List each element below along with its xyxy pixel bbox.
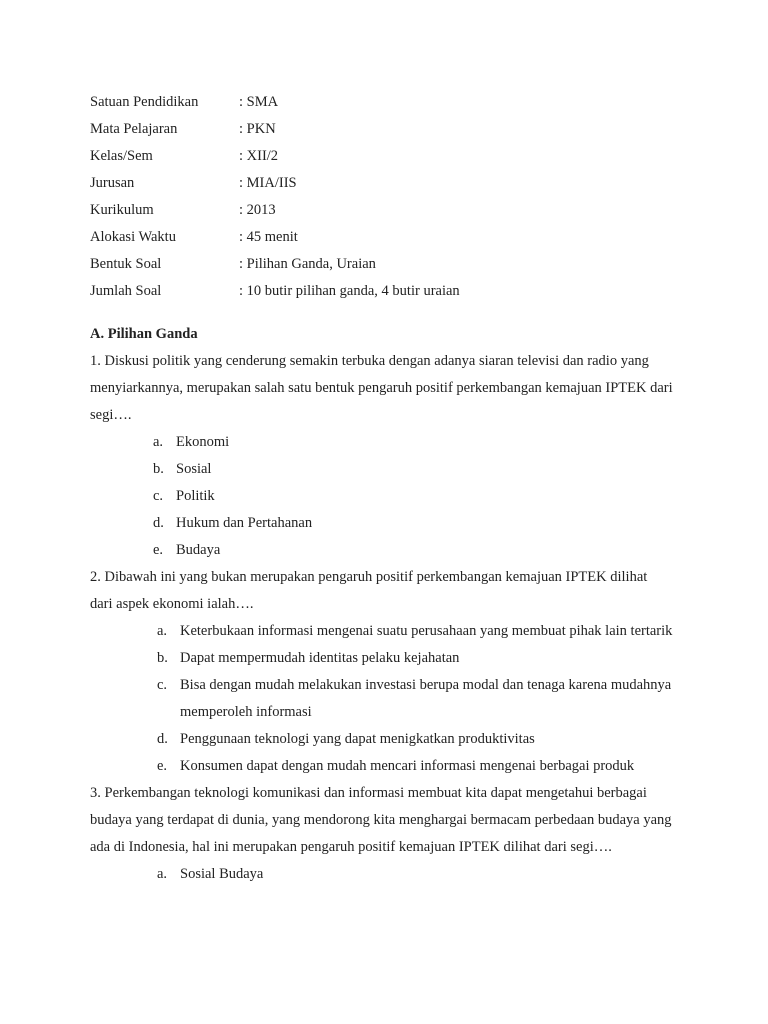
question-text: 2. Dibawah ini yang bukan merupakan pengaruh positif perkembangan kemajuan IPTEK dilihat dari aspek ekonomi ialah….: [90, 569, 648, 612]
option-text: Ekonomi: [176, 434, 230, 450]
exam-info-row: [90, 224, 690, 251]
option-text: Dapat mempermudah identitas pelaku kejahatan: [180, 650, 460, 666]
exam-info: [90, 89, 690, 305]
question-2: [90, 564, 690, 780]
answer-option: [90, 618, 690, 645]
exam-info-label: Alokasi Waktu: [90, 229, 176, 245]
answer-option: [90, 483, 690, 510]
answer-option: [90, 510, 690, 537]
option-letter: a.: [157, 866, 168, 882]
option-letter: d.: [157, 731, 168, 747]
option-text: Keterbukaan informasi mengenai suatu perusahaan yang membuat pihak lain tertarik: [180, 623, 673, 639]
exam-info-value: : 45 menit: [239, 229, 298, 245]
option-letter: a.: [153, 434, 164, 450]
exam-info-label: Jumlah Soal: [90, 283, 162, 299]
exam-info-label: Mata Pelajaran: [90, 121, 178, 137]
answer-options: [90, 429, 690, 564]
option-letter: c.: [157, 677, 168, 693]
exam-info-row: [90, 197, 690, 224]
option-text: Politik: [176, 488, 215, 504]
question-3: [90, 780, 690, 888]
exam-info-value: : Pilihan Ganda, Uraian: [239, 256, 376, 272]
option-text: Sosial Budaya: [180, 866, 264, 882]
option-text: Konsumen dapat dengan mudah mencari informasi mengenai berbagai produk: [180, 758, 635, 774]
exam-info-label: Kurikulum: [90, 202, 154, 218]
option-letter: d.: [153, 515, 164, 531]
answer-option: [90, 456, 690, 483]
option-text: Sosial: [176, 461, 212, 477]
exam-info-row: [90, 251, 690, 278]
answer-option: [90, 537, 690, 564]
answer-option: [90, 672, 690, 726]
option-letter: a.: [157, 623, 168, 639]
exam-info-value: : 10 butir pilihan ganda, 4 butir uraian: [239, 283, 460, 299]
exam-info-value: : MIA/IIS: [239, 175, 297, 191]
exam-info-row: [90, 278, 690, 305]
question-1: [90, 348, 690, 564]
exam-info-value: : XII/2: [239, 148, 279, 164]
option-text: Budaya: [176, 542, 221, 558]
option-letter: e.: [157, 758, 168, 774]
answer-options: [90, 861, 690, 888]
exam-info-row: [90, 170, 690, 197]
exam-info-label: Satuan Pendidikan: [90, 94, 199, 110]
option-letter: b.: [153, 461, 164, 477]
option-text: Hukum dan Pertahanan: [176, 515, 313, 531]
option-letter: b.: [157, 650, 168, 666]
exam-info-value: : SMA: [239, 94, 279, 110]
answer-option: [90, 645, 690, 672]
option-text: Bisa dengan mudah melakukan investasi berupa modal dan tenaga karena mudahnya memperoleh informasi: [180, 677, 672, 720]
document-page: [90, 89, 690, 888]
answer-option: [90, 429, 690, 456]
exam-info-label: Jurusan: [90, 175, 135, 191]
exam-info-row: [90, 89, 690, 116]
exam-info-value: : PKN: [239, 121, 276, 137]
exam-info-value: : 2013: [239, 202, 276, 218]
exam-info-label: Kelas/Sem: [90, 148, 153, 164]
section-title: A. Pilihan Ganda: [90, 326, 198, 342]
answer-option: [90, 726, 690, 753]
question-text: 1. Diskusi politik yang cenderung semakin terbuka dengan adanya siaran televisi dan radio yang menyiarkannya, merupakan salah satu bentuk pengaruh positif perkembangan kemajuan IPTEK dari segi….: [90, 353, 673, 423]
option-letter: e.: [153, 542, 164, 558]
answer-options: [90, 618, 690, 780]
exam-info-row: [90, 116, 690, 143]
option-text: Penggunaan teknologi yang dapat menigkatkan produktivitas: [180, 731, 535, 747]
option-letter: c.: [153, 488, 164, 504]
question-text: 3. Perkembangan teknologi komunikasi dan informasi membuat kita dapat mengetahui berbagai budaya yang terdapat di dunia, yang mendorong kita menghargai bermacam perbedaan budaya yang ada di Indonesia, hal ini merupakan pengaruh positif kemajuan IPTEK dilihat dari segi….: [90, 785, 672, 855]
exam-info-label: Bentuk Soal: [90, 256, 162, 272]
answer-option: [90, 861, 690, 888]
exam-info-row: [90, 143, 690, 170]
answer-option: [90, 753, 690, 780]
